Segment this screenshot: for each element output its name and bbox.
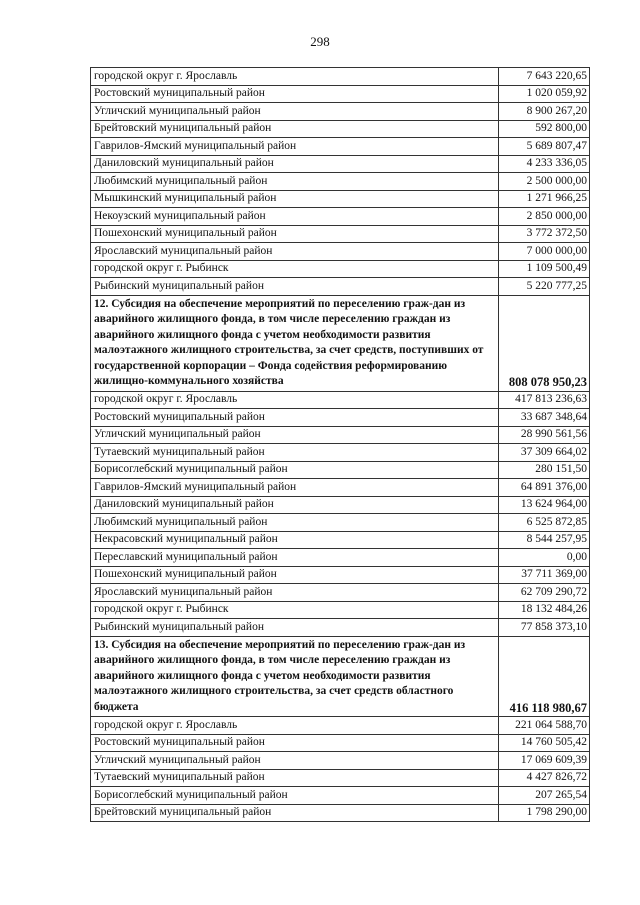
- table-row: [91, 138, 590, 156]
- table-row: [91, 531, 590, 549]
- amount-value: 221 064 588,70: [499, 717, 590, 735]
- table-row: [91, 85, 590, 103]
- table-row: [91, 601, 590, 619]
- table-row: [91, 155, 590, 173]
- section-title: 13. Субсидия на обеспечение мероприятий по переселению граж-дан из аварийного жилищного фонда, в том числе переселению граждан из аварийного жилищного фонда с учетом необходимости развития малоэтажного жилищного строительства, за счет средств областного бюджета: [91, 636, 499, 717]
- table-row: [91, 278, 590, 296]
- table-row: [91, 461, 590, 479]
- section-total: 416 118 980,67: [499, 636, 590, 717]
- municipality-name: Пошехонский муниципальный район: [91, 566, 499, 584]
- table-row: [91, 243, 590, 261]
- table-row: [91, 717, 590, 735]
- table-row: [91, 426, 590, 444]
- amount-value: 7 000 000,00: [499, 243, 590, 261]
- table-row: [91, 260, 590, 278]
- amount-value: 2 500 000,00: [499, 173, 590, 191]
- municipality-name: Гаврилов-Ямский муниципальный район: [91, 479, 499, 497]
- table-row: [91, 514, 590, 532]
- amount-value: 4 427 826,72: [499, 769, 590, 787]
- amount-value: 18 132 484,26: [499, 601, 590, 619]
- section-title: 12. Субсидия на обеспечение мероприятий по переселению граж-дан из аварийного жилищного фонда, в том числе переселению граждан из аварийного жилищного фонда с учетом необходимости развития малоэтажного жилищного строительства, за счет средств, поступивших от государственной корпорации – Фонда содействия реформированию жилищно-коммунального хозяйства: [91, 295, 499, 391]
- municipality-name: городской округ г. Рыбинск: [91, 601, 499, 619]
- amount-value: 4 233 336,05: [499, 155, 590, 173]
- municipality-name: Угличский муниципальный район: [91, 752, 499, 770]
- amount-value: 280 151,50: [499, 461, 590, 479]
- table-row: [91, 584, 590, 602]
- page-number: 298: [310, 34, 330, 49]
- municipality-name: Гаврилов-Ямский муниципальный район: [91, 138, 499, 156]
- municipality-name: Ярославский муниципальный район: [91, 584, 499, 602]
- table-row: [91, 479, 590, 497]
- municipality-name: Даниловский муниципальный район: [91, 496, 499, 514]
- table-row: [91, 769, 590, 787]
- municipality-name: Некрасовский муниципальный район: [91, 531, 499, 549]
- subsidy-table-body: [91, 68, 590, 822]
- municipality-name: Угличский муниципальный район: [91, 103, 499, 121]
- section-header-row: [91, 636, 590, 717]
- amount-value: 28 990 561,56: [499, 426, 590, 444]
- amount-value: 207 265,54: [499, 787, 590, 805]
- municipality-name: Брейтовский муниципальный район: [91, 804, 499, 822]
- amount-value: 592 800,00: [499, 120, 590, 138]
- amount-value: 8 544 257,95: [499, 531, 590, 549]
- table-row: [91, 549, 590, 567]
- municipality-name: городской округ г. Ярославль: [91, 391, 499, 409]
- amount-value: 6 525 872,85: [499, 514, 590, 532]
- amount-value: 37 711 369,00: [499, 566, 590, 584]
- table-row: [91, 734, 590, 752]
- municipality-name: Борисоглебский муниципальный район: [91, 461, 499, 479]
- amount-value: 1 271 966,25: [499, 190, 590, 208]
- amount-value: 37 309 664,02: [499, 444, 590, 462]
- amount-value: 1 020 059,92: [499, 85, 590, 103]
- amount-value: 8 900 267,20: [499, 103, 590, 121]
- municipality-name: Ростовский муниципальный район: [91, 85, 499, 103]
- table-row: [91, 752, 590, 770]
- municipality-name: городской округ г. Ярославль: [91, 717, 499, 735]
- table-row: [91, 804, 590, 822]
- amount-value: 17 069 609,39: [499, 752, 590, 770]
- table-row: [91, 391, 590, 409]
- amount-value: 0,00: [499, 549, 590, 567]
- subsidy-table: [90, 67, 590, 822]
- amount-value: 417 813 236,63: [499, 391, 590, 409]
- municipality-name: Мышкинский муниципальный район: [91, 190, 499, 208]
- municipality-name: городской округ г. Рыбинск: [91, 260, 499, 278]
- municipality-name: Любимский муниципальный район: [91, 173, 499, 191]
- amount-value: 62 709 290,72: [499, 584, 590, 602]
- table-row: [91, 173, 590, 191]
- municipality-name: Тутаевский муниципальный район: [91, 769, 499, 787]
- municipality-name: Рыбинский муниципальный район: [91, 619, 499, 637]
- municipality-name: Ростовский муниципальный район: [91, 734, 499, 752]
- amount-value: 1 109 500,49: [499, 260, 590, 278]
- municipality-name: Даниловский муниципальный район: [91, 155, 499, 173]
- amount-value: 5 220 777,25: [499, 278, 590, 296]
- table-row: [91, 409, 590, 427]
- amount-value: 7 643 220,65: [499, 68, 590, 86]
- table-row: [91, 619, 590, 637]
- municipality-name: Ростовский муниципальный район: [91, 409, 499, 427]
- table-row: [91, 444, 590, 462]
- amount-value: 64 891 376,00: [499, 479, 590, 497]
- municipality-name: Любимский муниципальный район: [91, 514, 499, 532]
- amount-value: 3 772 372,50: [499, 225, 590, 243]
- amount-value: 33 687 348,64: [499, 409, 590, 427]
- municipality-name: городской округ г. Ярославль: [91, 68, 499, 86]
- table-row: [91, 190, 590, 208]
- amount-value: 1 798 290,00: [499, 804, 590, 822]
- table-row: [91, 120, 590, 138]
- municipality-name: Переславский муниципальный район: [91, 549, 499, 567]
- municipality-name: Ярославский муниципальный район: [91, 243, 499, 261]
- table-row: [91, 208, 590, 226]
- table-row: [91, 566, 590, 584]
- amount-value: 2 850 000,00: [499, 208, 590, 226]
- amount-value: 77 858 373,10: [499, 619, 590, 637]
- municipality-name: Пошехонский муниципальный район: [91, 225, 499, 243]
- amount-value: 5 689 807,47: [499, 138, 590, 156]
- section-total: 808 078 950,23: [499, 295, 590, 391]
- municipality-name: Тутаевский муниципальный район: [91, 444, 499, 462]
- table-row: [91, 225, 590, 243]
- municipality-name: Рыбинский муниципальный район: [91, 278, 499, 296]
- table-row: [91, 496, 590, 514]
- municipality-name: Некоузский муниципальный район: [91, 208, 499, 226]
- amount-value: 14 760 505,42: [499, 734, 590, 752]
- amount-value: 13 624 964,00: [499, 496, 590, 514]
- municipality-name: Борисоглебский муниципальный район: [91, 787, 499, 805]
- table-row: [91, 787, 590, 805]
- municipality-name: Брейтовский муниципальный район: [91, 120, 499, 138]
- table-row: [91, 68, 590, 86]
- section-header-row: [91, 295, 590, 391]
- municipality-name: Угличский муниципальный район: [91, 426, 499, 444]
- table-row: [91, 103, 590, 121]
